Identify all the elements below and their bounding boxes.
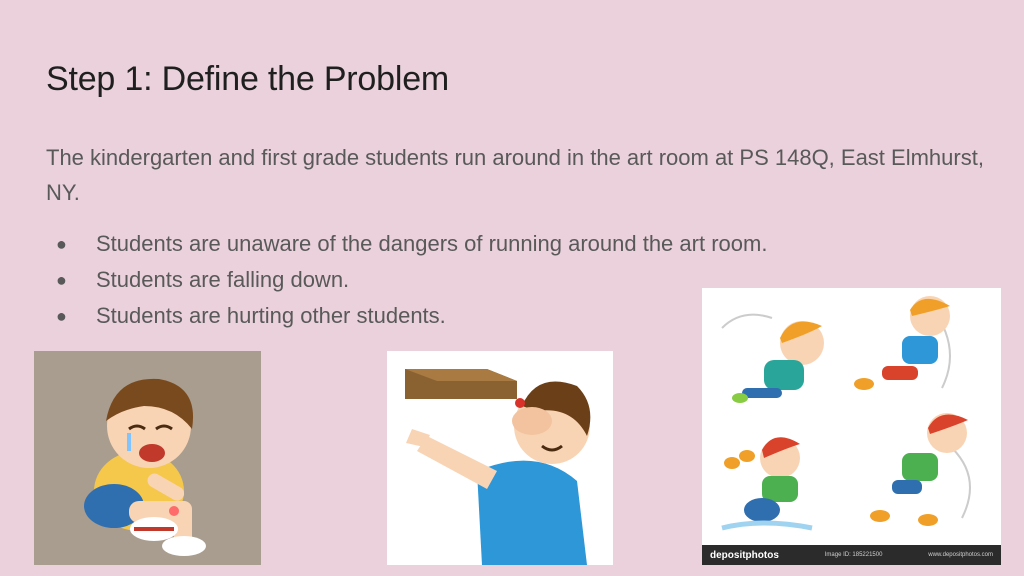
bullet-icon: ● [56, 234, 67, 254]
bullet-icon: ● [56, 306, 67, 326]
list-item [46, 226, 767, 262]
depositphotos-logo: depositphotos [710, 549, 779, 561]
list-item [46, 298, 767, 334]
crying-child-knee-image [34, 351, 261, 565]
intro-paragraph: The kindergarten and first grade students run around in the art room at PS 148Q, East Elmhurst, NY. [46, 145, 984, 205]
problem-bullet-list [46, 226, 767, 334]
crying-child-knee-icon [34, 351, 261, 565]
bullet-text: Students are falling down. [96, 267, 350, 292]
watermark-bar [702, 545, 1001, 565]
bullet-icon: ● [56, 270, 67, 290]
watermark-site-label: www.depositphotos.com [928, 552, 993, 558]
boy-hits-head-image [387, 351, 613, 565]
list-item [46, 262, 767, 298]
boy-hits-head-icon [387, 351, 613, 565]
children-falling-icon [702, 288, 1001, 545]
image-id-label: Image ID: 185221500 [824, 552, 883, 558]
slide-title: Step 1: Define the Problem [46, 60, 450, 98]
bullet-text: Students are unaware of the dangers of running around the art room. [96, 231, 768, 256]
bullet-text: Students are hurting other students. [96, 303, 446, 328]
children-falling-image [702, 288, 1001, 565]
